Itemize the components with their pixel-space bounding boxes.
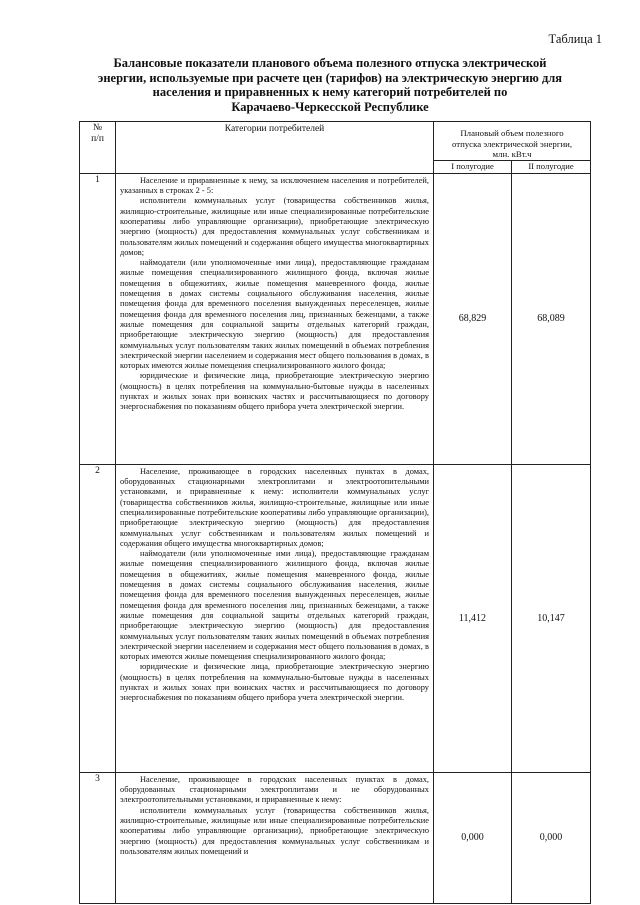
title-line: энергии, используемые при расчете цен (тарифов) на электрическую энергию для [97, 70, 563, 85]
table-row [80, 173, 591, 464]
category-paragraph: Население и приравненные к нему, за исключением населения и потребителей, указанных в строках 2 - 5: [120, 175, 429, 196]
category-paragraph: Население, проживающее в городских населенных пунктах в домах, оборудованных стационарными электроплитами и не оборудованных электроотопительными установками, и приравненные к нему: [120, 774, 429, 805]
header-number [80, 122, 116, 174]
first-half-value: 0,000 [434, 772, 512, 903]
table-row [80, 772, 591, 903]
title-line: Балансовые показатели планового объема полезного отпуска электрической [113, 56, 547, 70]
table-number-label: Таблица 1 [548, 32, 602, 46]
header-category: Категории потребителей [116, 122, 434, 174]
second-half-value: 10,147 [512, 464, 591, 772]
category-paragraph: юридические и физические лица, приобретающие электрическую энергию (мощность) в целях потребления на коммунально-бытовые нужды в населенных пунктах и жилых зонах при воинских частях и рассчитывающиеся по договору энергоснабжения по показаниям общего прибора учета электрической энергии. [120, 371, 429, 412]
title-line: Карачаево-Черкесской Республике [231, 99, 429, 114]
second-half-value: 68,089 [512, 173, 591, 464]
category-paragraph: исполнители коммунальных услуг (товарищества собственников жилья, жилищно-строительные, жилищные или иные специализированные потребительские кооперативы либо управляющие организации), приобретающие электрическую энергию (мощность) для предоставления коммунальных услуг собственникам и пользователям жилых помещений и [120, 805, 429, 856]
category-paragraph: исполнители коммунальных услуг (товарищества собственников жилья, жилищно-строительные, жилищные или иные специализированные потребительские кооперативы либо управляющие организации), приобретающие электрическую энергию (мощность) для предоставления коммунальных услуг собственникам и пользователям жилых помещений и содержания общего имущества многоквартирных домов; [120, 196, 429, 257]
category-paragraph: наймодатели (или уполномоченные ими лица), предоставляющие гражданам жилые помещения специализированного жилищного фонда, включая жилые помещения в общежитиях, жилые помещения маневренного фонда, жилые помещения в домах системы социального обслуживания населения, жилые помещения фонда для временного поселения вынужденных переселенцев, жилые помещения фонда для временного поселения лиц, признанных беженцами, а также жилые помещения для социальной защиты отдельных категорий граждан, приобретающие электрическую энергию (мощность) для предоставления коммунальных услуг пользователям таких жилых помещений в объемах потребления электрической энергии населением и содержания мест общего пользования в домах, в которых имеются жилые помещения специализированного жилого фонда; [120, 258, 429, 371]
row-category [116, 464, 434, 772]
header-plan-line: Плановый объем полезного [460, 128, 564, 138]
row-category [116, 173, 434, 464]
category-paragraph: юридические и физические лица, приобретающие электрическую энергию (мощность) в целях потребления на коммунально-бытовые нужды в населенных пунктах и жилых зонах при воинских частях и рассчитывающиеся по договору энергоснабжения по показаниям общего прибора учета электрической энергии. [120, 662, 429, 703]
first-half-value: 11,412 [434, 464, 512, 772]
header-plan-line: отпуска электрической энергии, [451, 138, 573, 149]
row-number: 2 [80, 464, 116, 772]
category-paragraph: наймодатели (или уполномоченные ими лица), предоставляющие гражданам жилые помещения специализированного жилищного фонда, включая жилые помещения в общежитиях, жилые помещения маневренного фонда, жилые помещения в домах системы социального обслуживания населения, жилые помещения фонда для временного поселения вынужденных переселенцев, жилые помещения фонда для временного поселения лиц, признанных беженцами, а также жилые помещения для социальной защиты отдельных категорий граждан, приобретающие электрическую энергию (мощность) для предоставления коммунальных услуг пользователям таких жилых помещений в объемах потребления электрической энергии населением и содержания мест общего пользования в домах, в которых имеются жилые помещения специализированного жилого фонда; [120, 549, 429, 662]
document-title [80, 56, 580, 114]
title-line: населения и приравненных к нему категорий потребителей по [152, 85, 508, 99]
header-number-symbol: № [92, 123, 103, 133]
second-half-value: 0,000 [512, 772, 591, 903]
row-number: 1 [80, 173, 116, 464]
header-plan-unit: млн. кВт.ч [492, 149, 532, 160]
category-paragraph: Население, проживающее в городских населенных пунктах в домах, оборудованных стационарными электроплитами и электроотопительными установками, и приравненные к нему: исполнители коммунальных услуг (товарищества собственников жилья, жилищно-строительные, жилищные или иные специализированные потребительские кооперативы либо управляющие организации), приобретающие электрическую энергию (мощность) для предоставления коммунальных услуг собственникам и пользователям жилых помещений и содержания общего имущества многоквартирных домов; [120, 466, 429, 548]
balance-table [79, 121, 591, 904]
row-category [116, 772, 434, 903]
header-number-abbr: п/п [91, 134, 104, 144]
table-row [80, 464, 591, 772]
header-planned-volume [434, 122, 591, 161]
header-second-half: II полугодие [512, 160, 591, 173]
row-number: 3 [80, 772, 116, 903]
first-half-value: 68,829 [434, 173, 512, 464]
header-first-half: I полугодие [434, 160, 512, 173]
